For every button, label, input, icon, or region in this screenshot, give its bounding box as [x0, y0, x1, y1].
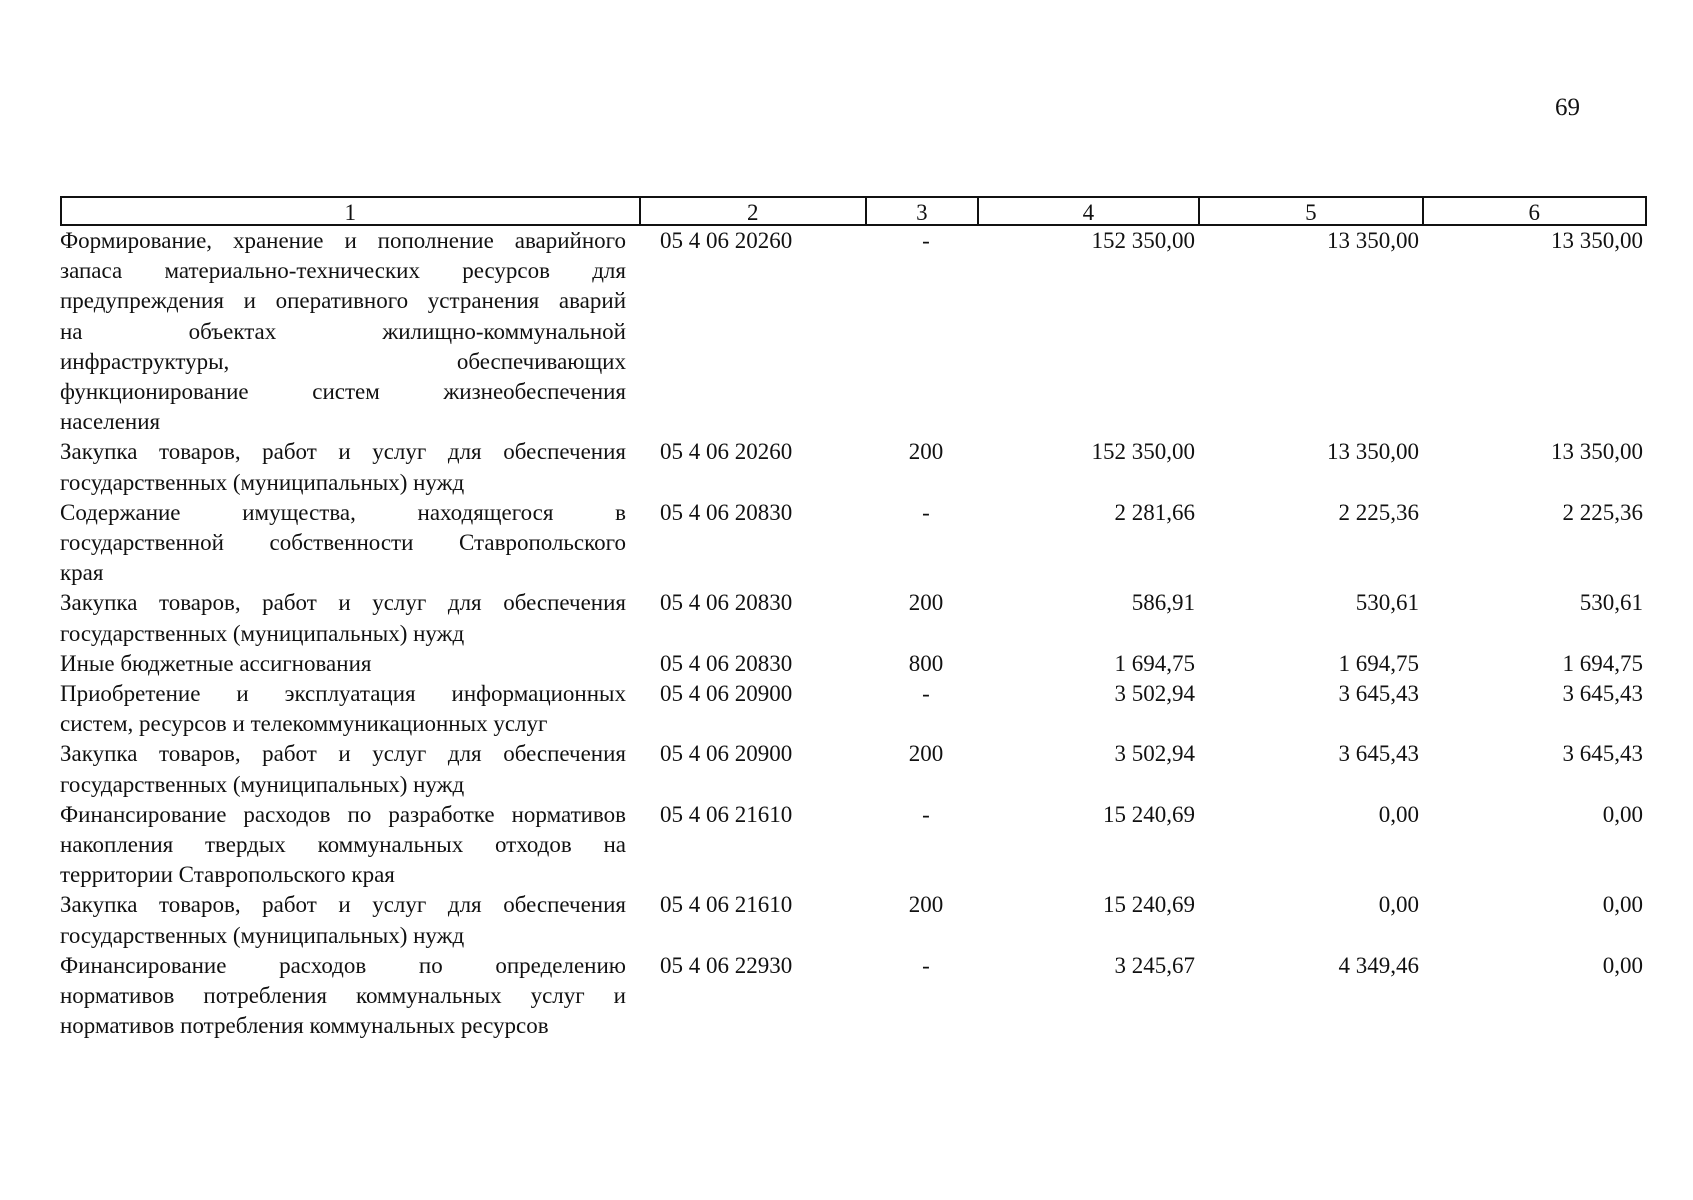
row-value-col-5: 0,00: [1378, 892, 1419, 918]
row-value-col-4: 3 245,67: [1114, 952, 1195, 978]
header-col-1: 1: [62, 198, 641, 224]
row-name-line: Закупка товаров, работ и услуг для обеспечения: [60, 439, 626, 465]
row-value-col-4: 152 350,00: [1091, 228, 1195, 253]
row-value-col-4: 15 240,69: [1103, 801, 1195, 827]
table-header: [60, 196, 1647, 226]
row-name-line: инфраструктуры, обеспечивающих: [60, 348, 626, 374]
row-name-line: населения: [60, 409, 161, 435]
row-name: [60, 739, 640, 799]
row-value-col-6: 0,00: [1602, 801, 1643, 827]
row-expense-type: -: [922, 801, 930, 827]
row-code: 05 4 06 22930: [660, 952, 793, 978]
row-value-col-4: 152 350,00: [1091, 439, 1195, 465]
row-name: [60, 437, 640, 497]
table-row: [60, 739, 1647, 799]
table-row: [60, 226, 1647, 437]
table-row: [60, 890, 1647, 950]
row-expense-type: 200: [908, 439, 944, 465]
header-col-3: 3: [867, 198, 979, 224]
row-value-col-6: 0,00: [1602, 892, 1643, 918]
row-value-col-5: 13 350,00: [1327, 439, 1419, 465]
row-value-col-6: 13 350,00: [1551, 228, 1643, 253]
row-name-line: края: [60, 560, 104, 586]
row-name-line: государственных (муниципальных) нужд: [60, 469, 465, 495]
row-value-col-4: 586,91: [1131, 590, 1195, 616]
row-value-col-6: 0,00: [1602, 952, 1643, 978]
row-code: 05 4 06 20830: [660, 590, 793, 616]
row-code: 05 4 06 20900: [660, 681, 793, 707]
table-row: [60, 800, 1647, 891]
row-name: [60, 951, 640, 1042]
row-name-line: государственных (муниципальных) нужд: [60, 771, 465, 797]
row-name-line: Содержание имущества, находящегося в: [60, 499, 626, 525]
row-value-col-5: 13 350,00: [1327, 228, 1419, 253]
row-name-line: функционирование систем жизнеобеспечения: [60, 379, 626, 405]
row-name: [60, 226, 640, 437]
row-name: [60, 800, 640, 891]
table-row: [60, 588, 1647, 648]
row-value-col-5: 3 645,43: [1338, 741, 1419, 767]
row-code: 05 4 06 20260: [660, 439, 793, 465]
page-number: 69: [1555, 94, 1580, 121]
row-value-col-6: 1 694,75: [1562, 650, 1643, 676]
row-code: 05 4 06 21610: [660, 801, 793, 827]
row-value-col-4: 15 240,69: [1103, 892, 1195, 918]
row-value-col-6: 13 350,00: [1551, 439, 1643, 465]
row-value-col-6: 2 225,36: [1562, 499, 1643, 525]
row-value-col-4: 2 281,66: [1114, 499, 1195, 525]
row-value-col-5: 0,00: [1378, 801, 1419, 827]
row-code: 05 4 06 21610: [660, 892, 793, 918]
row-name-line: нормативов потребления коммунальных услуг и: [60, 983, 626, 1009]
row-name-line: государственной собственности Ставропольского: [60, 530, 626, 556]
row-value-col-4: 3 502,94: [1114, 681, 1195, 707]
table-row: [60, 498, 1647, 589]
row-expense-type: 200: [908, 590, 944, 616]
row-name: [60, 679, 640, 739]
row-name: [60, 498, 640, 589]
row-code: 05 4 06 20830: [660, 499, 793, 525]
row-name-line: предупреждения и оперативного устранения аварий: [60, 288, 626, 314]
row-expense-type: 200: [908, 892, 944, 918]
header-col-4: 4: [979, 198, 1200, 224]
row-value-col-6: 3 645,43: [1562, 741, 1643, 767]
row-name-line: Приобретение и эксплуатация информационных: [60, 681, 626, 707]
row-name-line: запаса материально-технических ресурсов для: [60, 258, 626, 284]
row-expense-type: -: [922, 952, 930, 978]
row-expense-type: -: [922, 681, 930, 707]
row-name-line: накопления твердых коммунальных отходов на: [60, 832, 626, 858]
row-name-line: Закупка товаров, работ и услуг для обеспечения: [60, 590, 626, 616]
row-value-col-4: 3 502,94: [1114, 741, 1195, 767]
row-code: 05 4 06 20900: [660, 741, 793, 767]
table-row: [60, 951, 1647, 1042]
row-name: [60, 588, 640, 648]
row-name-line: Закупка товаров, работ и услуг для обеспечения: [60, 741, 626, 767]
table-row: [60, 649, 1647, 679]
row-name: [60, 890, 640, 950]
row-expense-type: 200: [908, 741, 944, 767]
row-name: [60, 649, 640, 679]
row-expense-type: -: [922, 499, 930, 525]
row-code: 05 4 06 20260: [660, 228, 793, 253]
table-row: [60, 437, 1647, 497]
row-name-line: государственных (муниципальных) нужд: [60, 922, 465, 948]
header-col-6: 6: [1528, 200, 1541, 225]
row-name-line: государственных (муниципальных) нужд: [60, 620, 465, 646]
row-name-line: систем, ресурсов и телекоммуникационных услуг: [60, 711, 548, 737]
row-value-col-4: 1 694,75: [1114, 650, 1195, 676]
row-name-line: Финансирование расходов по разработке нормативов: [60, 801, 626, 827]
row-name-line: Закупка товаров, работ и услуг для обеспечения: [60, 892, 626, 918]
row-name-line: на объектах жилищно-коммунальной: [60, 318, 626, 344]
row-name-line: Финансирование расходов по определению: [60, 952, 626, 978]
row-value-col-5: 1 694,75: [1338, 650, 1419, 676]
row-expense-type: 800: [908, 650, 944, 676]
row-value-col-5: 530,61: [1355, 590, 1419, 616]
row-code: 05 4 06 20830: [660, 650, 793, 676]
row-value-col-6: 3 645,43: [1562, 681, 1643, 707]
header-col-2: 2: [641, 198, 867, 224]
table-body: [60, 226, 1647, 1041]
row-name-line: нормативов потребления коммунальных ресурсов: [60, 1013, 549, 1039]
row-expense-type: -: [922, 228, 930, 253]
header-col-5: 5: [1200, 198, 1423, 224]
row-value-col-6: 530,61: [1579, 590, 1643, 616]
table-row: [60, 679, 1647, 739]
row-name-line: Иные бюджетные ассигнования: [60, 650, 372, 676]
row-value-col-5: 4 349,46: [1338, 952, 1419, 978]
row-value-col-5: 2 225,36: [1338, 499, 1419, 525]
row-name-line: Формирование, хранение и пополнение аварийного: [60, 228, 626, 253]
row-name-line: территории Ставропольского края: [60, 862, 395, 888]
row-value-col-5: 3 645,43: [1338, 681, 1419, 707]
